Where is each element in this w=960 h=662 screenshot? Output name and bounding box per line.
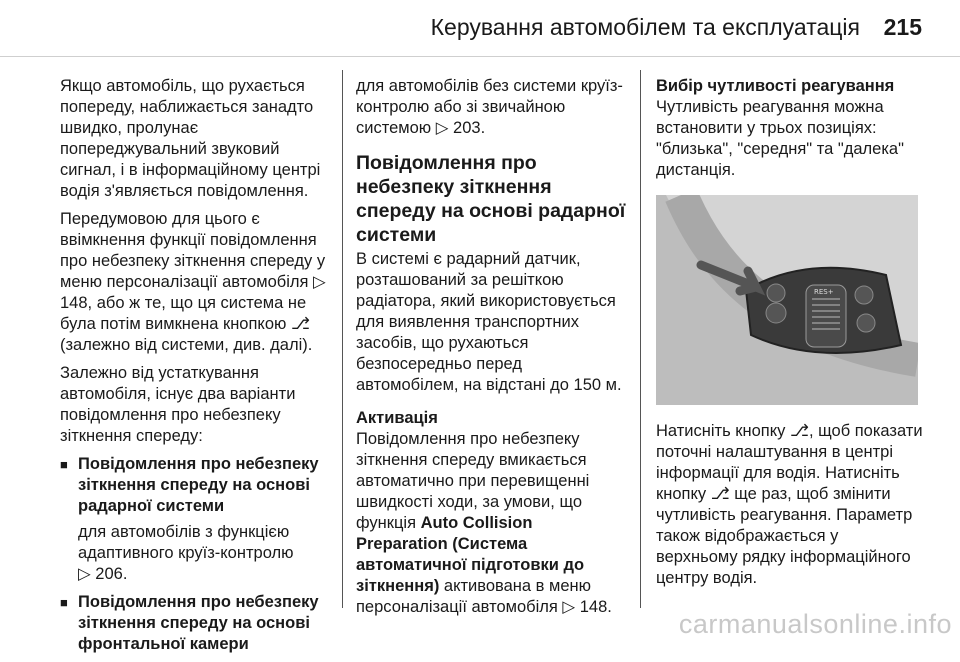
paragraph: Залежно від устаткування автомобіля, існує два варіанти повідомлення про небезпеку зіткнення спереду: [60, 364, 296, 445]
paragraph: Чутливість реагування можна встановити у трьох позиціях: "близька", "середня" та "далека" дистанція. [656, 98, 904, 179]
list-item [60, 592, 332, 655]
paragraph: В системі є радарний датчик, розташований за решіткою радіатора, який використовується для виявлення транспортних засобів, що рухаються безпосередньо перед автомобілем, на відстані до 150 м. [356, 250, 622, 394]
paragraph: Натисніть кнопку ⎇, щоб показати поточні налаштування в центрі інформації для водія. Натисніть кнопку ⎇ ще раз, щоб змінити чутливість реагування. Параметр також відображається у верхньому рядку інформаційного центру водія. [656, 422, 923, 587]
subheading: Вибір чутливості реагування [656, 77, 895, 95]
column-2 [356, 76, 626, 625]
bullet-title: Повідомлення про небезпеку зіткнення спереду на основі радарної системи [78, 455, 319, 515]
paragraph: Якщо автомобіль, що рухається попереду, наближається занадто швидко, пролунає попереджувальний звуковий сигнал, і в інформаційному центрі водія з'являється повідомлення. [60, 77, 321, 200]
reference-arrow-icon: ▷ [562, 598, 576, 616]
collision-alert-button-icon [767, 284, 785, 302]
header-rule [0, 56, 960, 57]
header-title: Керування автомобілем та експлуатація [430, 14, 860, 40]
collision-alert-button-icon: ⎇ [710, 485, 730, 503]
paragraph: Повідомлення про небезпеку зіткнення спереду вмикається автоматично при перевищенні швидкості ходи, за умови, що функція Auto Collision Preparation (Система автоматичної підготовки до зіткнення) активована в меню персоналізації автомобіля ▷ 148. [356, 430, 612, 616]
list-item [60, 454, 332, 585]
steering-wheel-figure [656, 195, 918, 405]
column-divider-1 [342, 70, 343, 608]
svg-text:RES+: RES+ [814, 288, 834, 296]
collision-alert-button-icon: ⎇ [789, 422, 809, 440]
section-heading: Повідомлення про небезпеку зіткнення спереду на основі радарної системи [356, 152, 626, 246]
collision-alert-button-icon: ⎇ [290, 315, 310, 333]
bullet-square-icon: ■ [60, 457, 68, 472]
steering-wheel-illustration [656, 195, 918, 405]
column-3 [656, 76, 924, 596]
reference-arrow-icon: ▷ [435, 119, 449, 137]
reference-arrow-icon: ▷ [313, 273, 326, 291]
reference-arrow-icon: ▷ [78, 565, 91, 583]
paragraph: для автомобілів без системи круїз-контролю або зі звичайною системою ▷ 203. [356, 77, 623, 137]
column-1 [60, 76, 332, 662]
bullet-square-icon: ■ [60, 595, 68, 610]
page-number: 215 [883, 14, 922, 40]
page-header [0, 0, 960, 60]
subheading: Активація [356, 409, 438, 427]
watermark: carmanualsonline.info [678, 609, 952, 639]
column-divider-2 [640, 70, 641, 608]
bullet-title: Повідомлення про небезпеку зіткнення спереду на основі фронтальної камери [78, 593, 319, 653]
bullet-body: для автомобілів з функцією адаптивного круїз-контролю ▷ 206. [78, 523, 294, 583]
paragraph: Передумовою для цього є ввімкнення функції повідомлення про небезпеку зіткнення спереду у меню персоналізації автомобіля ▷ 148, або ж те, що ця система не була потім вимкнена кнопкою ⎇ (залежно від системи, див. далі). [60, 210, 326, 354]
